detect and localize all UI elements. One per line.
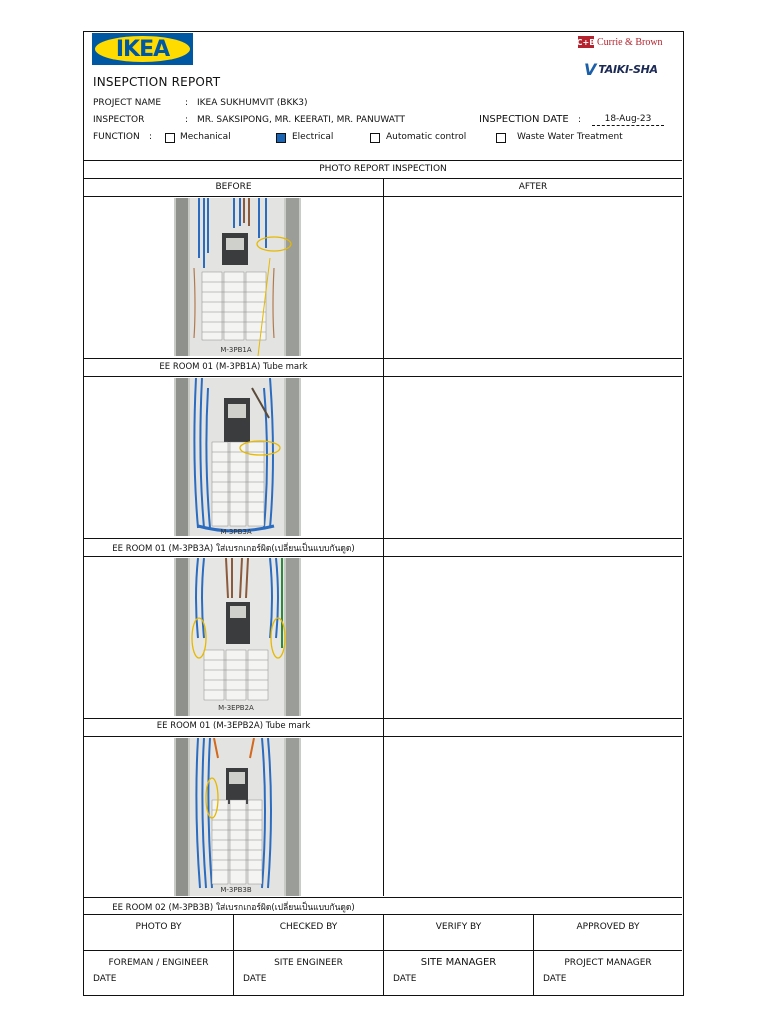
caption-row-2: EE ROOM 01 (M-3PB3A) ใส่เบรกเกอร์ผิด(เปลี่ยนเป็นแบบกันดูด) [112, 544, 355, 554]
taikisha-logo: V TAIKI-SHA [584, 60, 658, 79]
checkbox-mechanical[interactable] [165, 133, 175, 143]
checkbox-waste-water-treatment[interactable] [496, 133, 506, 143]
divider [84, 897, 682, 898]
sig-title-site-manager: SITE MANAGER [420, 957, 497, 968]
caption-row-4: EE ROOM 02 (M-3PB3B) ใส่เบรกเกอร์ผิด(เปลี่ยนเป็นแบบกันดูด) [112, 903, 355, 913]
colon: : [149, 132, 153, 142]
divider [84, 376, 682, 377]
column-divider [383, 178, 384, 896]
divider [84, 556, 682, 557]
function-option-mechanical: Mechanical [180, 132, 231, 142]
panel-photo-2 [174, 378, 301, 536]
panel-photo-4 [174, 738, 301, 896]
colon: : [578, 115, 582, 125]
function-label: FUNCTION [93, 132, 140, 142]
function-option-automatic-control: Automatic control [386, 132, 467, 142]
sig-divider [383, 914, 384, 995]
panel-label-3: M-3EPB2A [218, 704, 254, 712]
divider [84, 538, 682, 539]
inspector-label: INSPECTOR [93, 115, 145, 125]
sig-role-photo-by: PHOTO BY [135, 922, 182, 932]
before-header: BEFORE [215, 182, 252, 192]
sig-date-1[interactable]: DATE [93, 974, 117, 984]
inspection-date-label: INSPECTION DATE [479, 114, 569, 125]
sig-role-approved-by: APPROVED BY [576, 922, 640, 932]
inspector-value: MR. SAKSIPONG, MR. KEERATI, MR. PANUWATT [197, 115, 406, 125]
panel-label-1: M-3PB1A [220, 346, 252, 354]
caption-row-3: EE ROOM 01 (M-3EPB2A) Tube mark [156, 721, 311, 731]
colon: : [185, 98, 189, 108]
divider [84, 196, 682, 197]
panel-label-4: M-3PB3B [220, 886, 252, 894]
sig-role-checked-by: CHECKED BY [279, 922, 338, 932]
inspection-date-value[interactable]: 18-Aug-23 [592, 114, 664, 126]
report-title: INSEPCTION REPORT [93, 75, 221, 89]
sig-title-site-engineer: SITE ENGINEER [274, 958, 343, 968]
function-option-waste-water: Waste Water Treatment [517, 132, 623, 142]
ikea-logo: IKEA [92, 33, 193, 65]
sig-title-foreman: FOREMAN / ENGINEER [108, 958, 209, 968]
project-name-value: IKEA SUKHUMVIT (BKK3) [197, 98, 308, 108]
sig-date-2[interactable]: DATE [243, 974, 267, 984]
sig-title-project-manager: PROJECT MANAGER [564, 958, 652, 968]
panel-photo-3 [174, 558, 301, 716]
checkbox-automatic-control[interactable] [370, 133, 380, 143]
panel-label-2: M-3PB3A [220, 528, 252, 536]
report-frame [83, 31, 684, 996]
panel-photo-1 [174, 198, 301, 356]
checkbox-electrical[interactable] [276, 133, 286, 143]
caption-row-1: EE ROOM 01 (M-3PB1A) Tube mark [159, 362, 308, 372]
divider [84, 718, 682, 719]
divider [84, 358, 682, 359]
sig-role-verify-by: VERIFY BY [435, 922, 482, 932]
after-header: AFTER [518, 182, 548, 192]
sig-date-4[interactable]: DATE [543, 974, 567, 984]
function-option-electrical: Electrical [292, 132, 334, 142]
colon: : [185, 115, 189, 125]
currie-brown-logo: C+B Currie & Brown [576, 36, 663, 48]
divider [84, 736, 682, 737]
sig-date-3[interactable]: DATE [393, 974, 417, 984]
project-name-label: PROJECT NAME [93, 98, 162, 108]
section-title: PHOTO REPORT INSPECTION [84, 160, 682, 178]
